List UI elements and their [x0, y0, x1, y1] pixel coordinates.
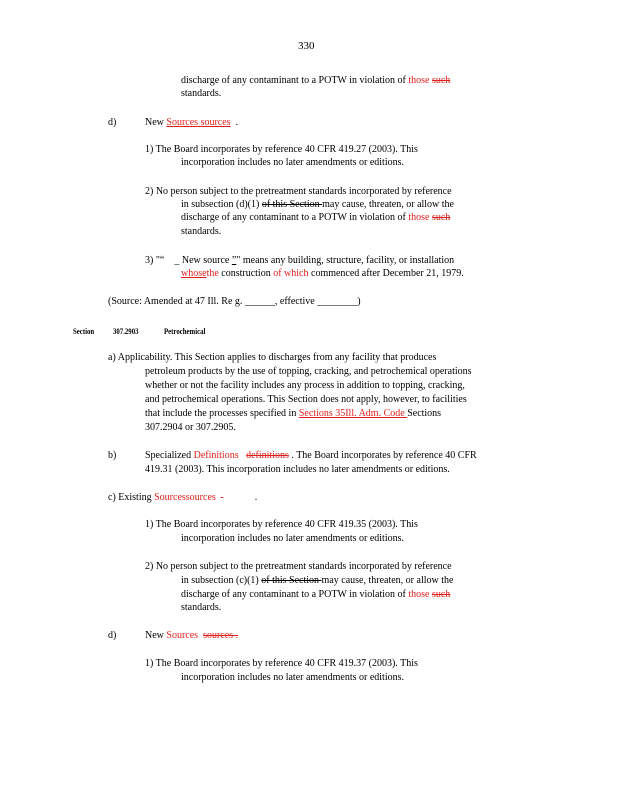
- text: may cause, threaten, or allow the: [322, 199, 454, 210]
- item-label: d): [108, 630, 117, 641]
- text: in subsection (c)(1): [181, 575, 262, 586]
- deleted-text: .: [233, 630, 239, 641]
- text-line: incorporation includes no later amendments or editions.: [181, 672, 404, 683]
- inserted-text: sources: [185, 492, 216, 503]
- text-line: [145, 408, 441, 420]
- text-line: standards.: [181, 226, 222, 237]
- item-label: b): [108, 450, 117, 461]
- text-line: standards.: [181, 88, 222, 99]
- deleted-text: of this Section: [261, 199, 323, 210]
- inserted-text: those: [408, 212, 430, 223]
- text-line: c) Existing Sourcessources .: [108, 492, 258, 503]
- inserted-text: Definitions: [193, 450, 242, 461]
- text-line: and petrochemical operations. This Section does not apply, however, to facilities: [145, 394, 467, 405]
- text: discharge of any contaminant to a POTW in violation of: [181, 75, 409, 86]
- text: Specialized: [145, 450, 194, 461]
- text-line: 307.2904 or 307.2905.: [145, 422, 236, 433]
- inserted-text: Sources: [166, 117, 201, 128]
- text-line: [145, 450, 477, 462]
- text: " means any building, structure, facility, or installation: [236, 255, 455, 266]
- inserted-text: sources: [200, 117, 231, 128]
- text: commenced after December 21, 1979.: [308, 268, 464, 279]
- text: 3) "“: [145, 255, 165, 266]
- text: in subsection (d)(1): [181, 199, 262, 210]
- text: that include the processes specified in: [145, 408, 299, 419]
- inserted-text: ”: [231, 255, 237, 266]
- text-line: incorporation includes no later amendments or editions.: [181, 533, 404, 544]
- text: discharge of any contaminant to a POTW in violation of: [181, 589, 409, 600]
- text-line: petroleum products by the use of topping, cracking, and petrochemical operations: [145, 366, 472, 377]
- deleted-text: of this Section: [261, 575, 322, 586]
- text: may cause, threaten, or allow the: [321, 575, 454, 586]
- text: .: [235, 117, 239, 128]
- text-line: [181, 575, 453, 587]
- text-line: a) Applicability. This Section applies to discharges from any facility that produces: [108, 352, 437, 363]
- section-title: Petrochemical: [164, 327, 206, 336]
- inserted-text: the: [206, 268, 219, 279]
- text-line: incorporation includes no later amendments or editions.: [181, 157, 404, 168]
- inserted-text: those: [408, 589, 430, 600]
- text-line: standards.: [181, 602, 222, 613]
- source-note: (Source: Amended at 47 Ill. Re g. ______, effective ________): [108, 296, 361, 307]
- item-title: [145, 630, 238, 642]
- inserted-text: of which: [273, 268, 309, 279]
- deleted-text: such: [431, 589, 451, 600]
- item-title: [145, 117, 238, 129]
- text-line: 1) The Board incorporates by reference 40 CFR 419.37 (2003). This: [145, 658, 418, 669]
- text: . The Board incorporates by reference 40 CFR: [288, 450, 477, 461]
- text-line: 419.31 (2003). This incorporation includes no later amendments or editions.: [145, 464, 450, 475]
- deleted-text: such: [431, 75, 451, 86]
- item-label: d): [108, 117, 117, 128]
- section-label: Section: [73, 327, 95, 336]
- inserted-text: whose: [181, 268, 207, 279]
- inserted-text: Sources: [154, 492, 186, 503]
- text: discharge of any contaminant to a POTW in violation of: [181, 212, 409, 223]
- section-number: 307.2903: [113, 327, 139, 336]
- text-line: [181, 212, 450, 224]
- inserted-text: Sources: [166, 630, 201, 641]
- text: New: [145, 630, 167, 641]
- inserted-text: Sections 35Ill. Adm. Code: [298, 408, 408, 419]
- text: construction: [218, 268, 274, 279]
- text-line: [181, 268, 464, 280]
- deleted-text: [221, 492, 255, 504]
- text-line: [181, 589, 450, 601]
- text-line: [145, 255, 454, 267]
- deleted-text: sources: [203, 630, 234, 641]
- deleted-text: definitions: [246, 450, 289, 461]
- text-line: whether or not the facility includes any process in addition to topping, cracking,: [145, 380, 465, 391]
- text-line: [181, 199, 454, 211]
- text: Sections: [407, 408, 442, 419]
- page-number: 330: [298, 40, 315, 52]
- inserted-text: those: [408, 75, 430, 86]
- text-line: 2) No person subject to the pretreatment standards incorporated by reference: [145, 186, 452, 197]
- text: New: [145, 117, 167, 128]
- text-line: 2) No person subject to the pretreatment standards incorporated by reference: [145, 561, 452, 572]
- deleted-text: such: [431, 212, 451, 223]
- text-line: [181, 75, 450, 87]
- text-line: 1) The Board incorporates by reference 40 CFR 419.27 (2003). This: [145, 144, 418, 155]
- text: _ New source: [174, 255, 232, 266]
- text: c) Existing: [108, 492, 155, 503]
- text-line: 1) The Board incorporates by reference 40 CFR 419.35 (2003). This: [145, 519, 418, 530]
